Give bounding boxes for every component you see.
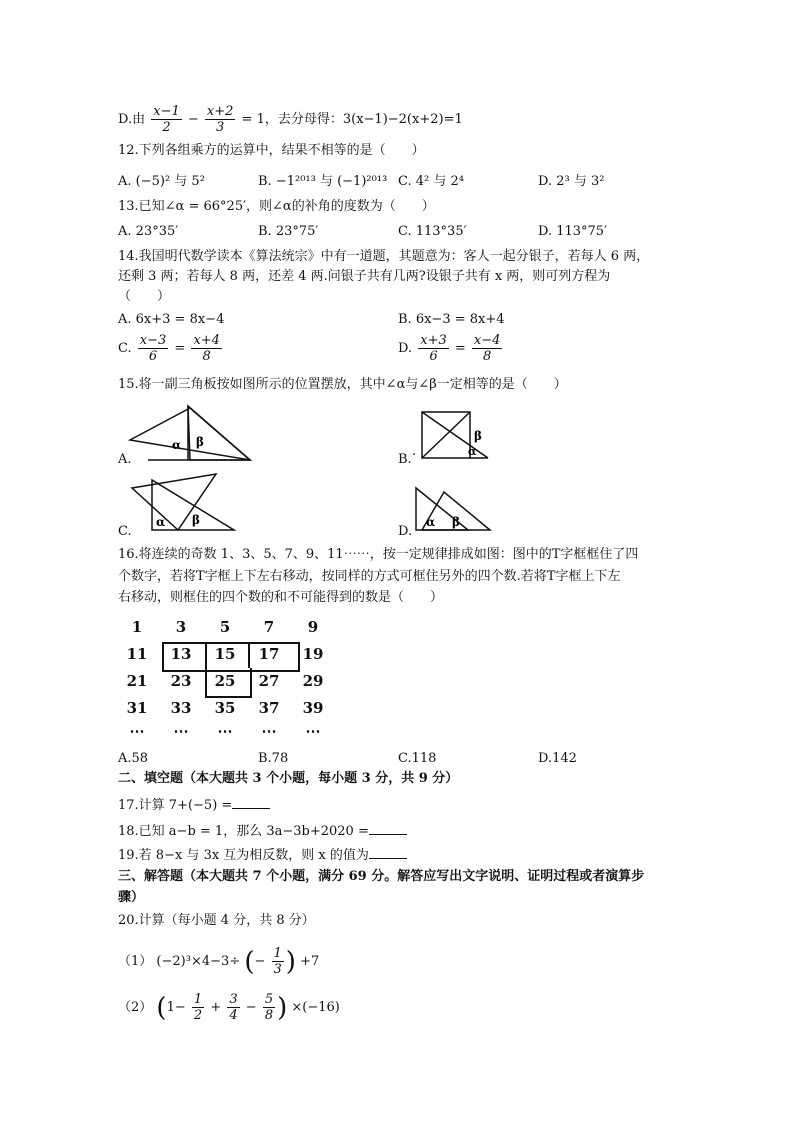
grid-cell: 3 [175, 618, 187, 636]
grid-cell: 17 [258, 645, 280, 663]
grid-cell: 15 [214, 645, 236, 663]
grid-cell: 11 [126, 645, 148, 663]
grid-cell: 5 [219, 618, 231, 636]
question-14-line-2: 还剩 3 两；若每人 8 两，还差 4 两.问银子共有几两?设银子共有 x 两，则可列方程为 [118, 269, 611, 284]
option-d-line: D.由 $\frac{x-1}{2}$ − $\frac{x+2}{3}$ = 1，去分母得：3(x−1)−2(x+2)=1 [118, 104, 463, 135]
q13-option-d: D. 113°75′ [538, 224, 608, 239]
grid-cell: 39 [302, 699, 324, 717]
beta-label: β [196, 435, 204, 449]
grid-cell: 37 [258, 699, 280, 717]
q15-figure-c [130, 472, 238, 534]
q15-option-c-label: C. [118, 524, 132, 539]
grid-cell: ⋯ [129, 722, 145, 740]
q15-option-d-label: D. [398, 524, 413, 539]
question-19: 19.若 8−x 与 3x 互为相反数，则 x 的值为 [118, 846, 407, 865]
q14-option-d: D. $\frac{x+3}{6}$ = $\frac{x-4}{8}$ [398, 333, 501, 364]
section-3-heading-line-2: 骤） [118, 890, 145, 905]
question-17: 17.计算 7+(−5) = [118, 796, 270, 815]
grid-cell: 29 [302, 672, 324, 690]
question-16-line-2: 个数字，若将T字框上下左右移动，按同样的方式可框住另外的四个数.若将T字框上下左 [118, 569, 621, 584]
q12-option-c: C. 4² 与 2⁴ [398, 174, 464, 189]
grid-cell: ⋯ [305, 722, 321, 740]
answer-blank-19[interactable] [369, 846, 407, 859]
q15-figure-d [414, 486, 494, 532]
q15-option-a-label: A. [118, 452, 132, 467]
fraction-x-plus-2-over-3: $\frac{x+2}{3}$ [206, 104, 234, 135]
option-d-rest: = 1，去分母得：3(x−1)−2(x+2)=1 [241, 112, 463, 127]
beta-label: β [474, 429, 482, 443]
q14-option-b: B. 6x−3 = 8x+4 [398, 312, 505, 327]
alpha-label: α [468, 445, 477, 458]
grid-cell: 27 [258, 672, 280, 690]
grid-cell: 33 [170, 699, 192, 717]
q13-option-b: B. 23°75′ [258, 224, 319, 239]
question-16-line-3: 右移动，则框住的四个数的和不可能得到的数是（ ） [118, 590, 444, 605]
question-15-stem: 15.将一副三角板按如图所示的位置摆放，其中∠α与∠β一定相等的是（ ） [118, 377, 567, 392]
grid-cell: 35 [214, 699, 236, 717]
q14-option-a: A. 6x+3 = 8x−4 [118, 312, 225, 327]
question-14-line-1: 14.我国明代数学读本《算法统宗》中有一道题，其题意为：客人一起分银子，若每人 6 两， [118, 249, 650, 264]
q20-part-2: （2） (1− $\frac{1}{2}$ + $\frac{3}{4}$ − $\frac{5}{8}$ ) ×(−16) [118, 992, 340, 1023]
q16-option-c: C.118 [398, 751, 437, 766]
q20-part-1: （1） (−2)³×4−3÷ (− $\frac{1}{3}$ ) +7 [118, 946, 320, 977]
option-d-prefix: D.由 [118, 112, 146, 127]
alpha-label: α [426, 515, 436, 529]
q12-option-d: D. 2³ 与 3² [538, 174, 605, 189]
grid-cell: 23 [170, 672, 192, 690]
alpha-label: α [156, 515, 166, 529]
q15-figure-a [128, 402, 258, 464]
grid-cell: ⋯ [217, 722, 233, 740]
q14-option-c: C. $\frac{x-3}{6}$ = $\frac{x+4}{8}$ [118, 333, 220, 364]
beta-label: β [452, 515, 460, 529]
question-13-stem: 13.已知∠α = 66°25′，则∠α的补角的度数为（ ） [118, 199, 435, 214]
answer-blank-17[interactable] [232, 796, 270, 809]
grid-cell: 13 [170, 645, 192, 663]
section-3-heading-line-1: 三、解答题（本大题共 7 个小题，满分 69 分。解答应写出文字说明、证明过程或者演算步 [118, 869, 645, 884]
alpha-label: α [172, 438, 182, 452]
question-14-line-3: （ ） [118, 289, 171, 304]
question-20-stem: 20.计算（每小题 4 分，共 8 分） [118, 913, 315, 928]
grid-cell: ⋯ [173, 722, 189, 740]
question-18: 18.已知 a−b = 1，那么 3a−3b+2020 = [118, 822, 407, 841]
q15-option-b-label: B. [398, 452, 412, 467]
answer-blank-18[interactable] [369, 822, 407, 835]
grid-cell: ⋯ [261, 722, 277, 740]
q16-option-b: B.78 [258, 751, 289, 766]
q13-option-c: C. 113°35′ [398, 224, 467, 239]
q13-option-a: A. 23°35′ [118, 224, 179, 239]
grid-cell: 31 [126, 699, 148, 717]
fraction-x-minus-1-over-2: $\frac{x-1}{2}$ [153, 104, 180, 135]
q12-option-a: A. (−5)² 与 5² [118, 174, 205, 189]
grid-cell: 19 [302, 645, 324, 663]
beta-label: β [192, 513, 200, 527]
q16-option-d: D.142 [538, 751, 577, 766]
grid-cell: 21 [126, 672, 148, 690]
grid-cell: 1 [131, 618, 143, 636]
question-16-line-1: 16.将连续的奇数 1、3、5、7、9、11⋯⋯，按一定规律排成如图：图中的T字框框住了四 [118, 547, 639, 562]
q15-figure-b [420, 408, 492, 460]
grid-cell: 7 [263, 618, 275, 636]
q12-option-b: B. −1²⁰¹³ 与 (−1)²⁰¹³ [258, 174, 388, 189]
grid-cell: 25 [214, 672, 236, 690]
section-2-heading: 二、填空题（本大题共 3 个小题，每小题 3 分，共 9 分） [118, 771, 459, 786]
q16-option-a: A.58 [118, 751, 149, 766]
grid-cell: 9 [307, 618, 319, 636]
question-12-stem: 12.下列各组乘方的运算中，结果不相等的是（ ） [118, 143, 425, 158]
